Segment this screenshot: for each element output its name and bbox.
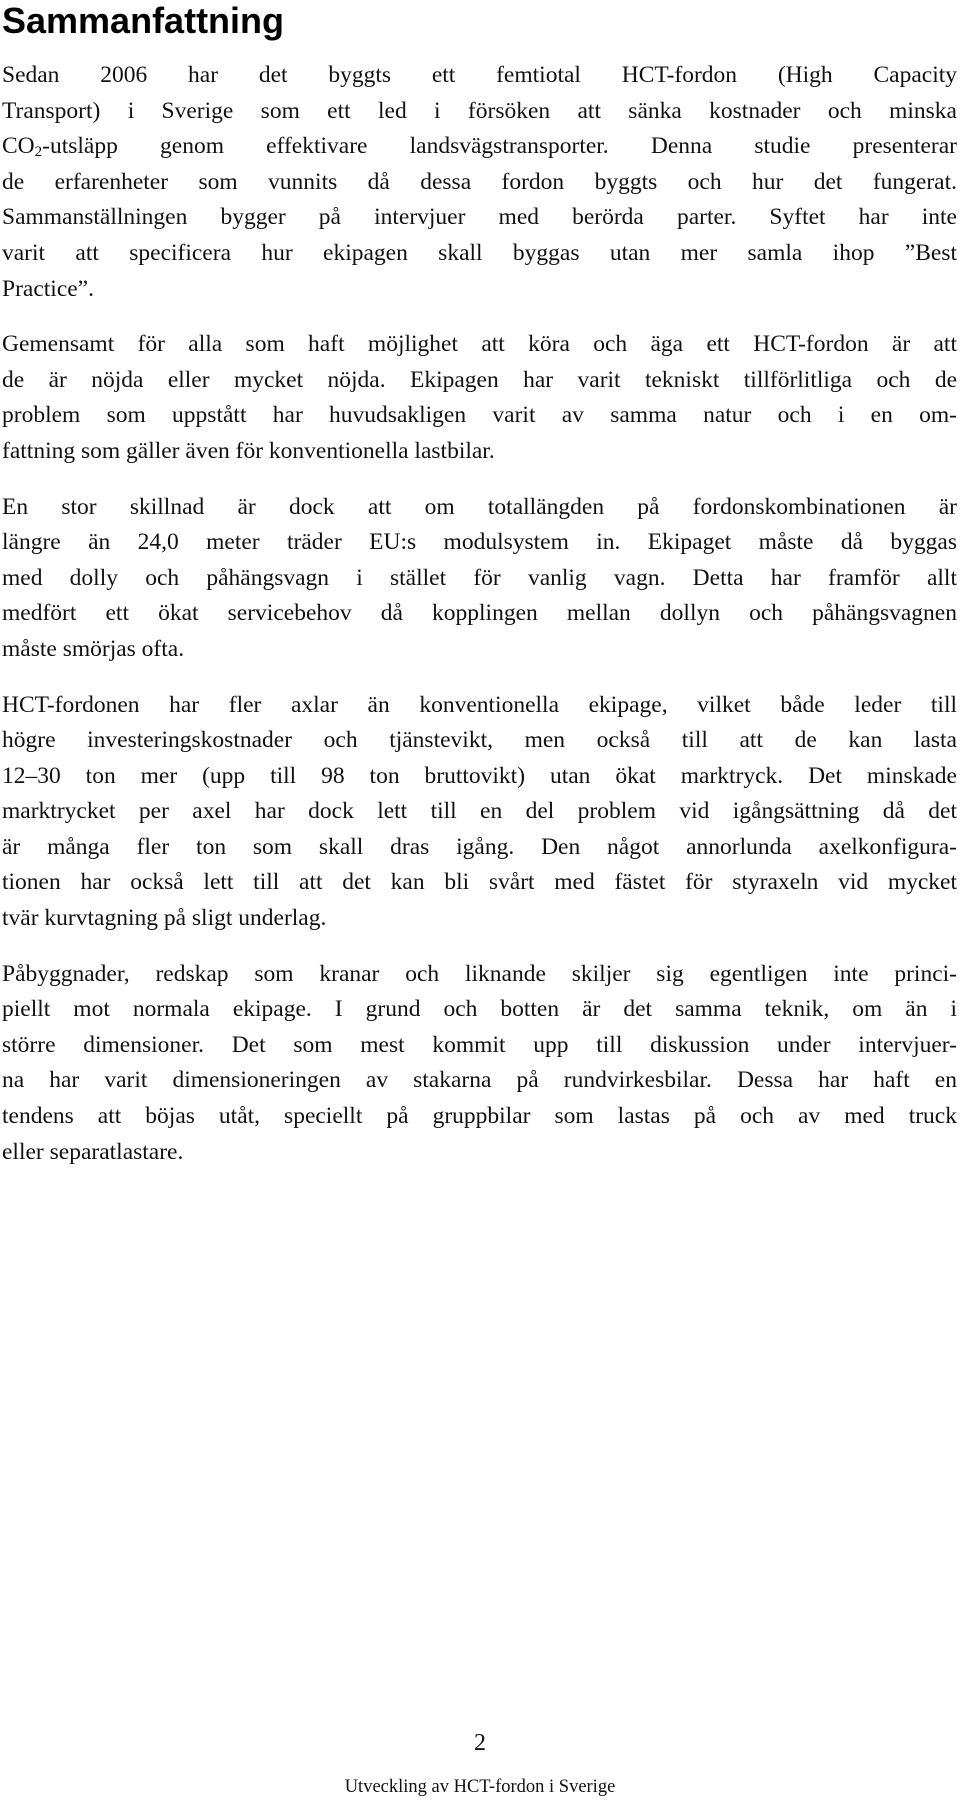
text-line: 12–30 ton mer (upp till 98 ton bruttovikt) utan ökat marktryck. Det minskade (2, 762, 957, 789)
text-line: är många fler ton som skall dras igång. Den något annorlunda axelkonfigura- (2, 833, 957, 860)
paragraph-2 (2, 327, 957, 469)
paragraph-4 (2, 688, 957, 937)
text-line: Sedan 2006 har det byggts ett femtiotal HCT-fordon (High Capacity (2, 62, 957, 88)
summary-body (2, 58, 957, 1190)
text-line: större dimensioner. Det som mest kommit upp till diskussion under intervjuer- (2, 1031, 957, 1058)
text-line: Sammanställningen bygger på intervjuer med berörda parter. Syftet har inte (2, 204, 957, 231)
text-line: Practice”. (2, 275, 94, 302)
text-line: na har varit dimensioneringen av stakarna på rundvirkesbilar. Dessa har haft en (2, 1067, 957, 1094)
co2-term: $CO_2$ (2, 133, 43, 161)
text-line: Påbyggnader, redskap som kranar och liknande skiljer sig egentligen inte princi- (2, 960, 957, 987)
paragraph-3 (2, 490, 957, 668)
text-line: En stor skillnad är dock att om totallängden på fordonskombinationen är (2, 493, 957, 520)
text-line: de erfarenheter som vunnits då dessa fordon byggts och hur det fungerat. (2, 168, 957, 195)
text-line: piellt mot normala ekipage. I grund och botten är det samma teknik, om än i (2, 996, 957, 1023)
text-line: längre än 24,0 meter träder EU:s modulsystem in. Ekipaget måste då byggas (2, 529, 957, 556)
text-line: högre investeringskostnader och tjänstevikt, men också till att de kan lasta (2, 727, 957, 754)
paragraph-1 (2, 58, 957, 307)
text-line: måste smörjas ofta. (2, 635, 185, 662)
text-line: de är nöjda eller mycket nöjda. Ekipagen har varit tekniskt tillförlitliga och de (2, 366, 957, 393)
text-line: Transport) i Sverige som ett led i försöken att sänka kostnader och minska (2, 97, 957, 124)
text-line: tvär kurvtagning på sligt underlag. (2, 905, 327, 932)
running-footer: Utveckling av HCT-fordon i Sverige (344, 1777, 616, 1797)
text-line: tionen har också lett till att det kan bli svårt med fästet för styraxeln vid mycket (2, 869, 957, 896)
text-line: HCT-fordonen har fler axlar än konventionella ekipage, vilket både leder till (2, 691, 957, 718)
page-title: Sammanfattning (2, 0, 285, 41)
text-line: fattning som gäller även för konventionella lastbilar. (2, 437, 495, 464)
text-line: tendens att böjas utåt, speciellt på gruppbilar som lastas på och av med truck (2, 1103, 957, 1130)
paragraph-5 (2, 957, 957, 1171)
text-line: marktrycket per axel har dock lett till en del problem vid igångsättning då det (2, 798, 957, 825)
text-line: medfört ett ökat servicebehov då kopplingen mellan dollyn och påhängsvagnen (2, 600, 957, 627)
text-line: med dolly och påhängsvagn i stället för vanlig vagn. Detta har framför allt (2, 564, 957, 591)
text-line: Gemensamt för alla som haft möjlighet att köra och äga ett HCT-fordon är att (2, 331, 957, 358)
page-number: 2 (474, 1730, 486, 1756)
text-line: $CO_2$-utsläpp genom effektivare landsvägstransporter. Denna studie presenterar (2, 133, 957, 161)
text-line: problem som uppstått har huvudsakligen varit av samma natur och i en om- (2, 402, 957, 429)
text-line: eller separatlastare. (2, 1138, 184, 1165)
text-line: varit att specificera hur ekipagen skall byggas utan mer samla ihop ”Best (2, 239, 957, 266)
